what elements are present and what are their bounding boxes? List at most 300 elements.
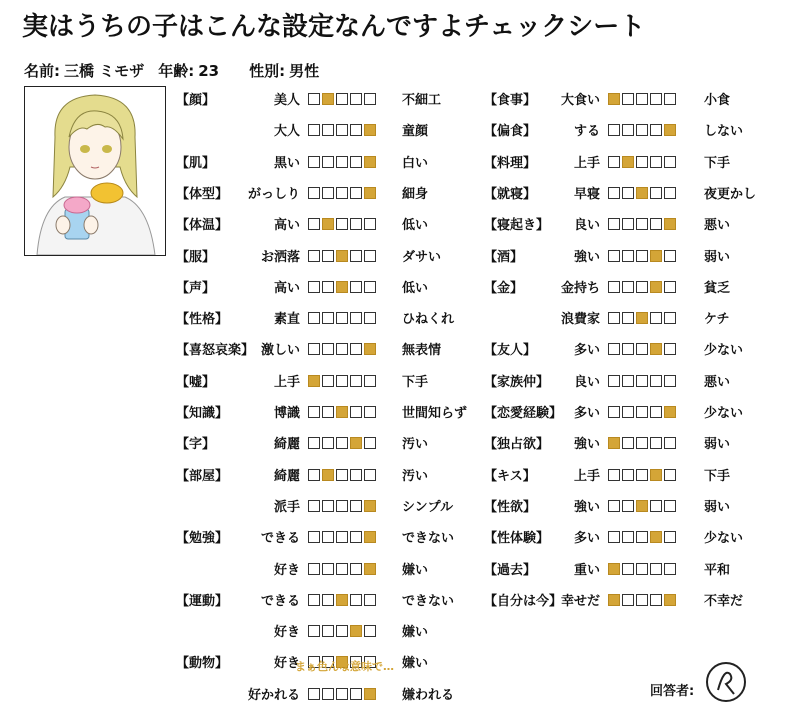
scale-checkbox[interactable] xyxy=(608,312,620,324)
scale-checkbox[interactable] xyxy=(322,156,334,168)
scale-checkbox[interactable] xyxy=(336,312,348,324)
scale-checkbox[interactable] xyxy=(664,469,676,481)
scale-checkbox[interactable] xyxy=(350,625,362,637)
scale-boxes xyxy=(308,406,376,418)
scale-checkbox[interactable] xyxy=(350,563,362,575)
right-trait-label: 汚い xyxy=(402,468,429,484)
scale-checkbox[interactable] xyxy=(608,250,620,262)
checklist-row xyxy=(484,246,784,268)
scale-checkbox[interactable] xyxy=(636,437,648,449)
scale-checkbox[interactable] xyxy=(308,625,320,637)
scale-checkbox[interactable] xyxy=(364,375,376,387)
checklist-row xyxy=(176,183,476,205)
scale-checkbox[interactable] xyxy=(364,563,376,575)
scale-checkbox[interactable] xyxy=(336,124,348,136)
scale-checkbox[interactable] xyxy=(308,93,320,105)
scale-checkbox[interactable] xyxy=(622,312,634,324)
signature-logo xyxy=(704,660,748,708)
scale-checkbox[interactable] xyxy=(350,531,362,543)
scale-checkbox[interactable] xyxy=(336,156,348,168)
category-label: 【自分は今】 xyxy=(484,593,563,609)
scale-checkbox[interactable] xyxy=(322,312,334,324)
scale-checkbox[interactable] xyxy=(308,375,320,387)
scale-checkbox[interactable] xyxy=(664,187,676,199)
scale-checkbox[interactable] xyxy=(350,375,362,387)
scale-checkbox[interactable] xyxy=(364,688,376,700)
category-label: 【肌】 xyxy=(176,155,216,171)
right-trait-label: 悪い xyxy=(704,218,731,234)
scale-boxes xyxy=(308,375,376,387)
scale-checkbox[interactable] xyxy=(664,124,676,136)
scale-checkbox[interactable] xyxy=(350,218,362,230)
category-label: 【性体験】 xyxy=(484,531,550,547)
left-trait-label: 強い xyxy=(573,249,600,265)
category-label: 【部屋】 xyxy=(176,468,229,484)
scale-checkbox[interactable] xyxy=(364,469,376,481)
right-trait-label: 貧乏 xyxy=(704,280,731,296)
left-trait-label: できる xyxy=(260,593,300,609)
category-label: 【寝起き】 xyxy=(484,218,550,234)
scale-checkbox[interactable] xyxy=(622,93,634,105)
age-value: 23 xyxy=(198,62,220,80)
scale-checkbox[interactable] xyxy=(608,563,620,575)
category-label: 【恋愛経験】 xyxy=(484,406,563,421)
scale-boxes xyxy=(308,312,376,324)
scale-boxes xyxy=(608,250,676,262)
right-trait-label: 不細工 xyxy=(402,93,442,108)
scale-checkbox[interactable] xyxy=(636,563,648,575)
scale-checkbox[interactable] xyxy=(636,312,648,324)
right-trait-label: 汚い xyxy=(402,437,429,453)
scale-checkbox[interactable] xyxy=(664,250,676,262)
scale-checkbox[interactable] xyxy=(322,187,334,199)
scale-checkbox[interactable] xyxy=(350,406,362,418)
right-trait-label: 低い xyxy=(402,218,429,234)
scale-checkbox[interactable] xyxy=(322,406,334,418)
right-trait-label: 少ない xyxy=(704,531,744,547)
scale-checkbox[interactable] xyxy=(636,187,648,199)
checklist-row xyxy=(484,183,784,205)
scale-checkbox[interactable] xyxy=(650,187,662,199)
scale-boxes xyxy=(308,594,376,606)
right-trait-label: 少ない xyxy=(704,406,744,421)
right-trait-label: 夜更かし xyxy=(704,186,757,202)
scale-checkbox[interactable] xyxy=(322,218,334,230)
scale-checkbox[interactable] xyxy=(650,156,662,168)
scale-checkbox[interactable] xyxy=(608,594,620,606)
scale-checkbox[interactable] xyxy=(322,500,334,512)
scale-checkbox[interactable] xyxy=(650,124,662,136)
scale-checkbox[interactable] xyxy=(322,469,334,481)
scale-checkbox[interactable] xyxy=(636,375,648,387)
scale-checkbox[interactable] xyxy=(608,406,620,418)
scale-checkbox[interactable] xyxy=(350,437,362,449)
scale-boxes xyxy=(308,218,376,230)
scale-checkbox[interactable] xyxy=(308,688,320,700)
left-trait-label: 好き xyxy=(273,625,300,641)
scale-checkbox[interactable] xyxy=(622,563,634,575)
scale-checkbox[interactable] xyxy=(308,156,320,168)
right-trait-label: 細身 xyxy=(402,186,429,202)
checklist-row xyxy=(176,527,476,549)
scale-checkbox[interactable] xyxy=(350,469,362,481)
scale-boxes xyxy=(608,594,676,606)
scale-checkbox[interactable] xyxy=(308,218,320,230)
category-label: 【嘘】 xyxy=(176,374,216,390)
scale-checkbox[interactable] xyxy=(336,625,348,637)
left-trait-label: お洒落 xyxy=(260,249,300,265)
scale-checkbox[interactable] xyxy=(664,312,676,324)
scale-checkbox[interactable] xyxy=(364,124,376,136)
scale-checkbox[interactable] xyxy=(322,93,334,105)
right-trait-label: 下手 xyxy=(704,468,731,484)
scale-checkbox[interactable] xyxy=(322,437,334,449)
scale-checkbox[interactable] xyxy=(364,437,376,449)
scale-checkbox[interactable] xyxy=(622,437,634,449)
scale-checkbox[interactable] xyxy=(350,312,362,324)
scale-checkbox[interactable] xyxy=(350,281,362,293)
scale-checkbox[interactable] xyxy=(350,594,362,606)
scale-checkbox[interactable] xyxy=(364,281,376,293)
category-label: 【過去】 xyxy=(484,562,537,578)
checklist-row xyxy=(484,214,784,236)
scale-checkbox[interactable] xyxy=(622,500,634,512)
category-label: 【就寝】 xyxy=(484,186,537,202)
scale-checkbox[interactable] xyxy=(350,250,362,262)
scale-checkbox[interactable] xyxy=(364,312,376,324)
checklist-row xyxy=(176,590,476,612)
scale-checkbox[interactable] xyxy=(308,124,320,136)
scale-checkbox[interactable] xyxy=(622,469,634,481)
right-trait-label: 嫌われる xyxy=(402,687,455,703)
scale-checkbox[interactable] xyxy=(636,343,648,355)
scale-checkbox[interactable] xyxy=(622,218,634,230)
category-label: 【料理】 xyxy=(484,155,537,171)
left-trait-label: 上手 xyxy=(273,374,300,390)
left-trait-label: 幸せだ xyxy=(560,593,600,609)
scale-checkbox[interactable] xyxy=(322,594,334,606)
scale-checkbox[interactable] xyxy=(650,281,662,293)
scale-checkbox[interactable] xyxy=(308,563,320,575)
scale-checkbox[interactable] xyxy=(650,375,662,387)
scale-checkbox[interactable] xyxy=(308,500,320,512)
scale-boxes xyxy=(608,531,676,543)
checklist-row xyxy=(484,402,784,424)
scale-checkbox[interactable] xyxy=(350,500,362,512)
scale-checkbox[interactable] xyxy=(336,469,348,481)
scale-boxes xyxy=(308,281,376,293)
scale-checkbox[interactable] xyxy=(350,93,362,105)
scale-checkbox[interactable] xyxy=(622,375,634,387)
scale-checkbox[interactable] xyxy=(622,343,634,355)
category-label: 【独占欲】 xyxy=(484,437,550,453)
scale-checkbox[interactable] xyxy=(308,187,320,199)
category-label: 【服】 xyxy=(176,249,216,265)
scale-checkbox[interactable] xyxy=(308,406,320,418)
scale-checkbox[interactable] xyxy=(622,531,634,543)
name-label: 名前: xyxy=(24,62,60,80)
left-trait-label: 強い xyxy=(573,437,600,453)
category-label: 【勉強】 xyxy=(176,531,229,547)
checklist-row xyxy=(176,277,476,299)
scale-checkbox[interactable] xyxy=(322,563,334,575)
checklist-row xyxy=(176,684,476,706)
checklist-row xyxy=(484,277,784,299)
scale-checkbox[interactable] xyxy=(664,531,676,543)
category-label: 【知識】 xyxy=(176,406,229,421)
right-trait-label: 悪い xyxy=(704,374,731,390)
checklist-row xyxy=(484,89,784,111)
scale-checkbox[interactable] xyxy=(322,375,334,387)
scale-checkbox[interactable] xyxy=(664,218,676,230)
scale-checkbox[interactable] xyxy=(608,375,620,387)
scale-checkbox[interactable] xyxy=(322,531,334,543)
scale-checkbox[interactable] xyxy=(664,594,676,606)
scale-checkbox[interactable] xyxy=(608,343,620,355)
scale-boxes xyxy=(308,688,376,700)
scale-checkbox[interactable] xyxy=(650,563,662,575)
scale-checkbox[interactable] xyxy=(308,281,320,293)
scale-boxes xyxy=(608,93,676,105)
scale-checkbox[interactable] xyxy=(364,531,376,543)
scale-checkbox[interactable] xyxy=(664,375,676,387)
scale-checkbox[interactable] xyxy=(636,281,648,293)
profile-info xyxy=(24,60,323,81)
left-trait-label: 派手 xyxy=(273,499,300,515)
category-label: 【性格】 xyxy=(176,312,229,328)
scale-checkbox[interactable] xyxy=(622,281,634,293)
scale-checkbox[interactable] xyxy=(650,93,662,105)
scale-checkbox[interactable] xyxy=(636,156,648,168)
right-trait-label: 下手 xyxy=(704,155,731,171)
gender-value: 男性 xyxy=(289,62,320,80)
scale-boxes xyxy=(608,500,676,512)
right-trait-label: 無表情 xyxy=(402,343,442,359)
left-trait-label: する xyxy=(573,124,600,140)
scale-checkbox[interactable] xyxy=(308,250,320,262)
scale-checkbox[interactable] xyxy=(664,437,676,449)
scale-checkbox[interactable] xyxy=(608,500,620,512)
category-label: 【偏食】 xyxy=(484,124,537,140)
left-trait-label: 多い xyxy=(573,343,600,359)
scale-checkbox[interactable] xyxy=(364,250,376,262)
scale-boxes xyxy=(308,563,376,575)
category-label: 【運動】 xyxy=(176,593,229,609)
character-portrait xyxy=(24,86,166,256)
scale-checkbox[interactable] xyxy=(622,406,634,418)
scale-checkbox[interactable] xyxy=(608,437,620,449)
scale-checkbox[interactable] xyxy=(622,594,634,606)
scale-checkbox[interactable] xyxy=(636,531,648,543)
scale-checkbox[interactable] xyxy=(650,250,662,262)
checklist-row xyxy=(176,402,476,424)
scale-boxes xyxy=(308,124,376,136)
scale-checkbox[interactable] xyxy=(350,343,362,355)
scale-checkbox[interactable] xyxy=(608,281,620,293)
scale-checkbox[interactable] xyxy=(664,406,676,418)
right-trait-label: ケチ xyxy=(704,312,730,328)
category-label: 【体温】 xyxy=(176,218,229,234)
scale-checkbox[interactable] xyxy=(336,281,348,293)
right-trait-label: 嫌い xyxy=(402,656,429,672)
scale-checkbox[interactable] xyxy=(308,531,320,543)
category-label: 【動物】 xyxy=(176,656,229,672)
scale-checkbox[interactable] xyxy=(608,124,620,136)
scale-checkbox[interactable] xyxy=(322,124,334,136)
scale-checkbox[interactable] xyxy=(336,531,348,543)
checklist-row xyxy=(176,433,476,455)
scale-checkbox[interactable] xyxy=(636,218,648,230)
checklist-row xyxy=(484,152,784,174)
left-trait-label: 上手 xyxy=(573,468,600,484)
left-trait-label: 黒い xyxy=(273,155,300,171)
scale-checkbox[interactable] xyxy=(636,469,648,481)
right-trait-label: 弱い xyxy=(704,249,731,265)
left-trait-label: 強い xyxy=(573,499,600,515)
scale-checkbox[interactable] xyxy=(336,688,348,700)
scale-boxes xyxy=(608,469,676,481)
scale-checkbox[interactable] xyxy=(650,406,662,418)
scale-checkbox[interactable] xyxy=(636,250,648,262)
scale-checkbox[interactable] xyxy=(622,156,634,168)
scale-boxes xyxy=(608,406,676,418)
scale-checkbox[interactable] xyxy=(322,625,334,637)
scale-checkbox[interactable] xyxy=(350,124,362,136)
scale-checkbox[interactable] xyxy=(336,563,348,575)
scale-checkbox[interactable] xyxy=(650,218,662,230)
scale-checkbox[interactable] xyxy=(322,281,334,293)
scale-checkbox[interactable] xyxy=(308,343,320,355)
scale-checkbox[interactable] xyxy=(608,156,620,168)
scale-checkbox[interactable] xyxy=(608,469,620,481)
scale-checkbox[interactable] xyxy=(636,124,648,136)
scale-checkbox[interactable] xyxy=(308,437,320,449)
scale-checkbox[interactable] xyxy=(636,406,648,418)
category-label: 【体型】 xyxy=(176,186,229,202)
scale-checkbox[interactable] xyxy=(308,469,320,481)
scale-checkbox[interactable] xyxy=(622,250,634,262)
scale-checkbox[interactable] xyxy=(322,250,334,262)
category-label: 【金】 xyxy=(484,280,524,296)
scale-checkbox[interactable] xyxy=(350,156,362,168)
left-trait-label: 早寝 xyxy=(573,186,600,202)
scale-boxes xyxy=(308,93,376,105)
right-trait-label: 少ない xyxy=(704,343,744,359)
scale-checkbox[interactable] xyxy=(364,156,376,168)
scale-checkbox[interactable] xyxy=(364,187,376,199)
scale-checkbox[interactable] xyxy=(308,594,320,606)
scale-checkbox[interactable] xyxy=(622,124,634,136)
checklist-row xyxy=(484,371,784,393)
scale-checkbox[interactable] xyxy=(336,406,348,418)
checklist-row xyxy=(484,120,784,142)
scale-checkbox[interactable] xyxy=(650,343,662,355)
scale-checkbox[interactable] xyxy=(636,93,648,105)
scale-checkbox[interactable] xyxy=(664,281,676,293)
scale-checkbox[interactable] xyxy=(322,343,334,355)
category-label: 【喜怒哀楽】 xyxy=(176,343,255,359)
checklist-row xyxy=(176,308,476,330)
scale-checkbox[interactable] xyxy=(350,688,362,700)
left-trait-label: 激しい xyxy=(260,343,300,359)
scale-checkbox[interactable] xyxy=(650,500,662,512)
checklist-row xyxy=(484,559,784,581)
scale-checkbox[interactable] xyxy=(608,218,620,230)
right-trait-label: 童顔 xyxy=(402,124,429,140)
category-label: 【性欲】 xyxy=(484,499,537,515)
category-label: 【友人】 xyxy=(484,343,537,359)
scale-checkbox[interactable] xyxy=(336,594,348,606)
left-trait-label: 大食い xyxy=(560,93,600,108)
left-trait-label: 好き xyxy=(273,656,300,672)
age-label: 年齢: xyxy=(158,62,195,80)
scale-checkbox[interactable] xyxy=(650,437,662,449)
scale-checkbox[interactable] xyxy=(336,218,348,230)
scale-checkbox[interactable] xyxy=(364,343,376,355)
scale-checkbox[interactable] xyxy=(664,93,676,105)
scale-checkbox[interactable] xyxy=(364,500,376,512)
left-trait-label: 高い xyxy=(273,218,300,234)
scale-boxes xyxy=(308,250,376,262)
scale-checkbox[interactable] xyxy=(336,343,348,355)
right-trait-label: 弱い xyxy=(704,499,731,515)
scale-checkbox[interactable] xyxy=(364,406,376,418)
gender-label: 性別: xyxy=(249,62,286,80)
scale-checkbox[interactable] xyxy=(636,594,648,606)
scale-checkbox[interactable] xyxy=(622,187,634,199)
checklist-row xyxy=(176,621,476,643)
scale-checkbox[interactable] xyxy=(364,625,376,637)
scale-checkbox[interactable] xyxy=(636,500,648,512)
checklist-row xyxy=(176,496,476,518)
scale-boxes xyxy=(608,343,676,355)
scale-checkbox[interactable] xyxy=(350,187,362,199)
scale-checkbox[interactable] xyxy=(664,563,676,575)
left-trait-label: 素直 xyxy=(273,312,300,328)
scale-checkbox[interactable] xyxy=(322,688,334,700)
left-trait-label: できる xyxy=(260,531,300,547)
scale-checkbox[interactable] xyxy=(664,500,676,512)
right-trait-label: 低い xyxy=(402,280,429,296)
scale-checkbox[interactable] xyxy=(608,531,620,543)
scale-checkbox[interactable] xyxy=(336,250,348,262)
scale-checkbox[interactable] xyxy=(364,218,376,230)
scale-checkbox[interactable] xyxy=(664,343,676,355)
scale-checkbox[interactable] xyxy=(650,312,662,324)
scale-checkbox[interactable] xyxy=(336,437,348,449)
scale-checkbox[interactable] xyxy=(650,594,662,606)
scale-checkbox[interactable] xyxy=(336,375,348,387)
scale-boxes xyxy=(308,500,376,512)
right-trait-label: 平和 xyxy=(704,562,731,578)
scale-checkbox[interactable] xyxy=(650,531,662,543)
scale-checkbox[interactable] xyxy=(364,594,376,606)
scale-checkbox[interactable] xyxy=(364,93,376,105)
scale-checkbox[interactable] xyxy=(308,312,320,324)
left-trait-label: 金持ち xyxy=(560,280,600,296)
right-trait-label: 下手 xyxy=(402,374,429,390)
scale-checkbox[interactable] xyxy=(336,187,348,199)
scale-checkbox[interactable] xyxy=(664,156,676,168)
checklist-row xyxy=(176,465,476,487)
scale-checkbox[interactable] xyxy=(650,469,662,481)
scale-checkbox[interactable] xyxy=(608,93,620,105)
checklist-row xyxy=(484,590,784,612)
scale-checkbox[interactable] xyxy=(608,187,620,199)
scale-checkbox[interactable] xyxy=(336,500,348,512)
left-trait-label: 良い xyxy=(573,374,600,390)
scale-checkbox[interactable] xyxy=(336,93,348,105)
